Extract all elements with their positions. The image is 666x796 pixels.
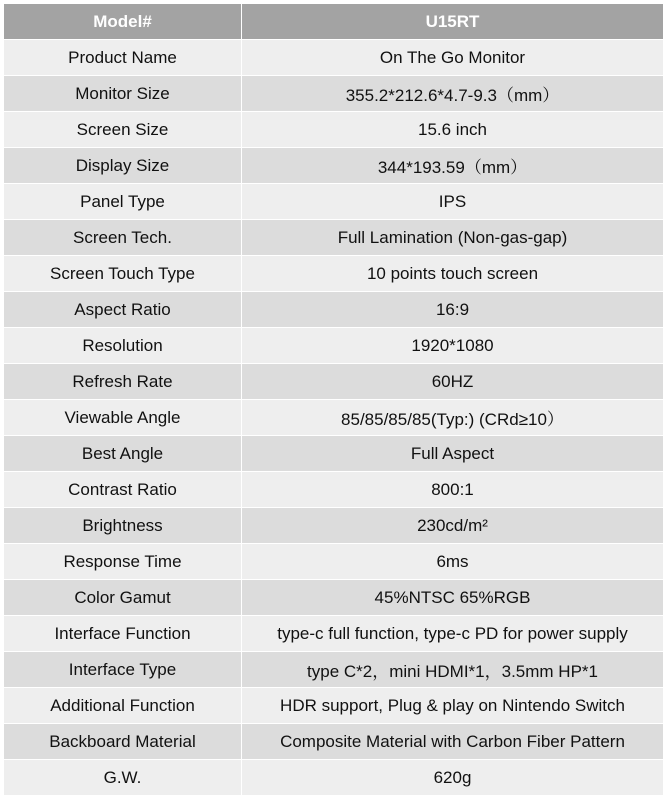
table-row (4, 436, 664, 472)
spec-value: 800:1 (242, 472, 664, 508)
table-row (4, 364, 664, 400)
spec-label: Interface Function (4, 616, 242, 652)
spec-label: Resolution (4, 328, 242, 364)
spec-label: Response Time (4, 544, 242, 580)
header-label-cell: Model# (4, 4, 242, 40)
spec-label: Interface Type (4, 652, 242, 688)
spec-value: 15.6 inch (242, 112, 664, 148)
spec-label: G.W. (4, 760, 242, 796)
table-row (4, 328, 664, 364)
table-row (4, 724, 664, 760)
spec-label: Refresh Rate (4, 364, 242, 400)
spec-value: 45%NTSC 65%RGB (242, 580, 664, 616)
spec-label: Product Name (4, 40, 242, 76)
spec-value: IPS (242, 184, 664, 220)
spec-label: Panel Type (4, 184, 242, 220)
spec-value: 60HZ (242, 364, 664, 400)
table-row (4, 652, 664, 688)
spec-value: type-c full function, type-c PD for power supply (242, 616, 664, 652)
table-row (4, 472, 664, 508)
spec-label: Additional Function (4, 688, 242, 724)
table-row (4, 112, 664, 148)
spec-value: 344*193.59（mm） (242, 148, 664, 184)
spec-value: Composite Material with Carbon Fiber Pattern (242, 724, 664, 760)
table-row (4, 292, 664, 328)
header-value-cell: U15RT (242, 4, 664, 40)
spec-label: Screen Size (4, 112, 242, 148)
table-row (4, 76, 664, 112)
spec-value: On The Go Monitor (242, 40, 664, 76)
spec-value: Full Aspect (242, 436, 664, 472)
table-row (4, 760, 664, 796)
table-row (4, 544, 664, 580)
spec-label: Viewable Angle (4, 400, 242, 436)
spec-label: Backboard Material (4, 724, 242, 760)
spec-label: Screen Touch Type (4, 256, 242, 292)
spec-label: Brightness (4, 508, 242, 544)
spec-label: Color Gamut (4, 580, 242, 616)
table-row (4, 184, 664, 220)
table-row (4, 148, 664, 184)
spec-label: Contrast Ratio (4, 472, 242, 508)
spec-value: 620g (242, 760, 664, 796)
spec-label: Aspect Ratio (4, 292, 242, 328)
table-row (4, 508, 664, 544)
spec-value: HDR support, Plug & play on Nintendo Switch (242, 688, 664, 724)
spec-label: Best Angle (4, 436, 242, 472)
spec-value: type C*2，mini HDMI*1，3.5mm HP*1 (242, 652, 664, 688)
spec-label: Monitor Size (4, 76, 242, 112)
spec-value: 85/85/85/85(Typ:) (CRd≥10） (242, 400, 664, 436)
spec-value: 230cd/m² (242, 508, 664, 544)
spec-label: Screen Tech. (4, 220, 242, 256)
spec-table (3, 3, 664, 796)
table-row (4, 400, 664, 436)
spec-value: 1920*1080 (242, 328, 664, 364)
table-row (4, 220, 664, 256)
spec-value: 10 points touch screen (242, 256, 664, 292)
spec-value: 16:9 (242, 292, 664, 328)
spec-value: 6ms (242, 544, 664, 580)
table-row (4, 688, 664, 724)
spec-value: Full Lamination (Non-gas-gap) (242, 220, 664, 256)
table-row (4, 40, 664, 76)
table-row (4, 616, 664, 652)
table-row (4, 256, 664, 292)
spec-label: Display Size (4, 148, 242, 184)
table-row (4, 580, 664, 616)
spec-value: 355.2*212.6*4.7-9.3（mm） (242, 76, 664, 112)
table-header-row (4, 4, 664, 40)
